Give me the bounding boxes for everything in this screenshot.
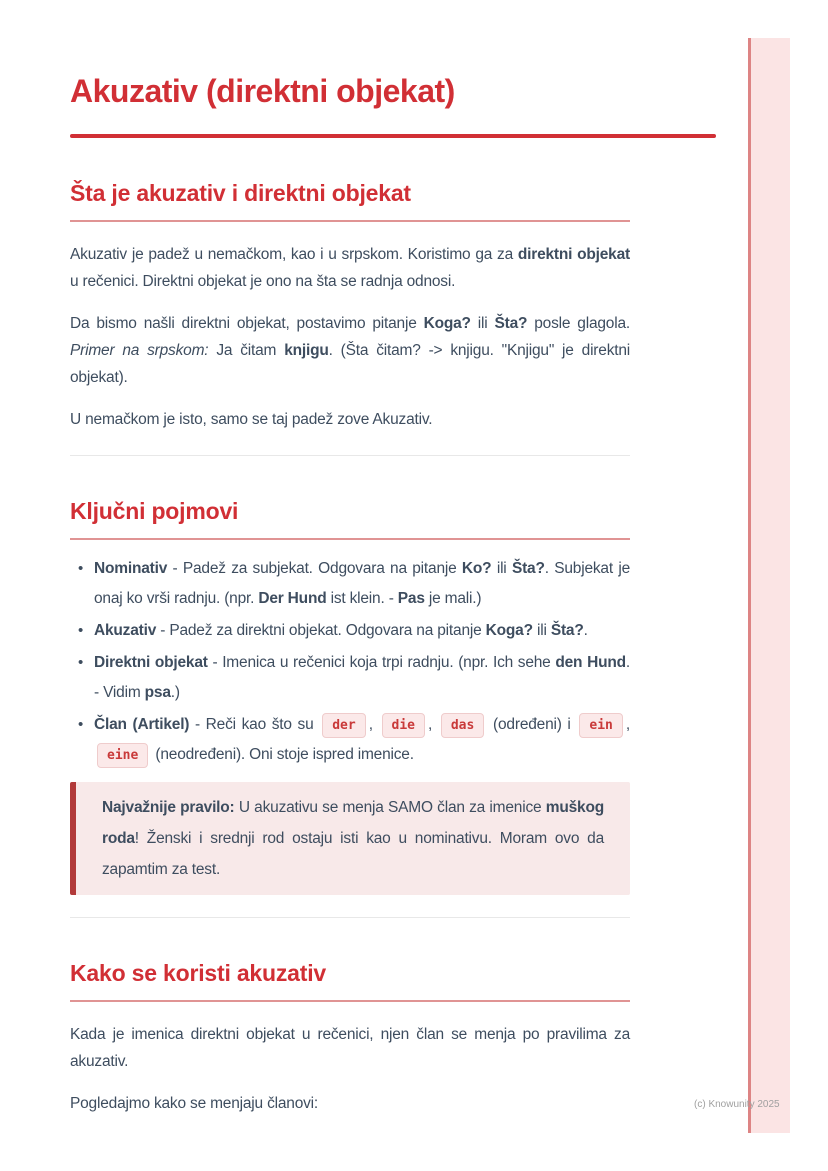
text-segment: . (Šta čitam? -> knjigu. "Knjigu" je direktni objekat).: [70, 342, 631, 386]
paragraph: [70, 406, 630, 433]
paragraph: [70, 1090, 630, 1117]
inline-code-chip: das: [441, 713, 484, 738]
text-segment: Pas: [397, 590, 425, 607]
list-item: [70, 648, 630, 708]
text-segment: - Reči kao što su: [189, 716, 320, 733]
content-column: [70, 0, 630, 1117]
text-segment: Ja čitam: [208, 342, 285, 359]
inline-code-chip: ein: [579, 713, 622, 738]
section-heading-rule: [70, 538, 630, 540]
text-segment: ili: [491, 560, 512, 577]
section-divider: [70, 917, 630, 918]
text-segment: posle glagola.: [527, 315, 630, 332]
text-segment: ,: [428, 716, 438, 733]
list-item: [70, 616, 630, 646]
inline-code-chip: eine: [97, 743, 148, 768]
text-segment: . Subjekat je onaj ko vrši radnju. (npr.: [94, 560, 630, 607]
text-segment: U akuzativu se menja SAMO član za imenice: [234, 799, 546, 816]
text-segment: U nemačkom je isto, samo se taj padež zove Akuzativ.: [70, 411, 433, 428]
text-segment: ili: [470, 315, 495, 332]
section-intro: [70, 178, 630, 433]
text-segment: ili: [532, 622, 551, 639]
text-segment: - Padež za direktni objekat. Odgovara na pitanje: [156, 622, 486, 639]
text-segment: Der Hund: [258, 590, 327, 607]
text-segment: Primer na srpskom:: [70, 342, 209, 359]
page-title: Akuzativ (direktni objekat): [70, 73, 455, 109]
text-segment: Akuzativ je padež u nemačkom, kao i u srpskom. Koristimo ga za: [70, 246, 518, 263]
text-segment: je mali.): [424, 590, 482, 607]
copyright-footer: (c) Knowunity 2025: [694, 1099, 780, 1110]
paragraph: [70, 241, 630, 295]
text-segment: (neodređeni). Oni stoje ispred imenice.: [151, 746, 414, 763]
text-segment: Koga?: [423, 315, 471, 332]
text-segment: .): [170, 684, 180, 701]
text-segment: u rečenici. Direktni objekat je ono na šta se radnja odnosi.: [70, 273, 456, 290]
text-segment: ,: [625, 716, 630, 733]
section-heading-rule: [70, 220, 630, 222]
section-heading-usage: Kako se koristi akuzativ: [70, 960, 326, 986]
text-segment: psa: [144, 684, 171, 701]
text-segment: Kada je imenica direktni objekat u rečenici, njen član se menja po pravilima za akuzativ.: [70, 1026, 630, 1070]
text-segment: Pogledajmo kako se menjaju članovi:: [70, 1095, 319, 1112]
text-segment: Ko?: [461, 560, 492, 577]
text-segment: - Imenica u rečenici koja trpi radnju. (npr. Ich sehe: [207, 654, 556, 671]
paragraph: [70, 310, 630, 391]
section-heading-key-terms: Ključni pojmovi: [70, 498, 239, 524]
key-terms-list: [70, 554, 630, 770]
section-divider: [70, 455, 630, 456]
text-segment: Šta?: [511, 560, 545, 577]
callout-text: [102, 792, 604, 885]
title-rule: [70, 134, 716, 138]
text-segment: . - Vidim: [94, 654, 630, 701]
section-key-terms: [70, 496, 630, 895]
text-segment: muškog roda: [102, 799, 604, 847]
text-segment: (određeni) i: [487, 716, 577, 733]
paragraph: [70, 1021, 630, 1075]
text-segment: Član (Artikel): [94, 716, 190, 733]
inline-code-chip: der: [322, 713, 365, 738]
text-segment: knjigu: [284, 342, 329, 359]
text-segment: direktni objekat: [517, 246, 630, 263]
text-segment: Šta?: [550, 622, 584, 639]
section-usage: [70, 958, 630, 1117]
text-segment: Da bismo našli direktni objekat, postavimo pitanje: [70, 315, 424, 332]
section-heading-intro: Šta je akuzativ i direktni objekat: [70, 180, 411, 206]
text-segment: Nominativ: [94, 560, 168, 577]
inline-code-chip: die: [382, 713, 425, 738]
text-segment: - Padež za subjekat. Odgovara na pitanje: [167, 560, 462, 577]
page-edge-accent-bar: [748, 38, 790, 1133]
text-segment: Najvažnije pravilo:: [102, 799, 235, 816]
text-segment: Šta?: [494, 315, 528, 332]
text-segment: ist klein. -: [326, 590, 398, 607]
text-segment: Direktni objekat: [94, 654, 208, 671]
callout-note: [70, 782, 630, 895]
text-segment: ! Ženski i srednji rod ostaju isti kao u nominativu. Moram ovo da zapamtim za test.: [102, 830, 604, 878]
list-item: [70, 554, 630, 614]
text-segment: Koga?: [485, 622, 533, 639]
text-segment: ,: [368, 716, 379, 733]
text-segment: .: [583, 622, 588, 639]
section-heading-rule: [70, 1000, 630, 1002]
text-segment: den Hund: [555, 654, 626, 671]
text-segment: Akuzativ: [94, 622, 157, 639]
list-item: [70, 710, 630, 770]
